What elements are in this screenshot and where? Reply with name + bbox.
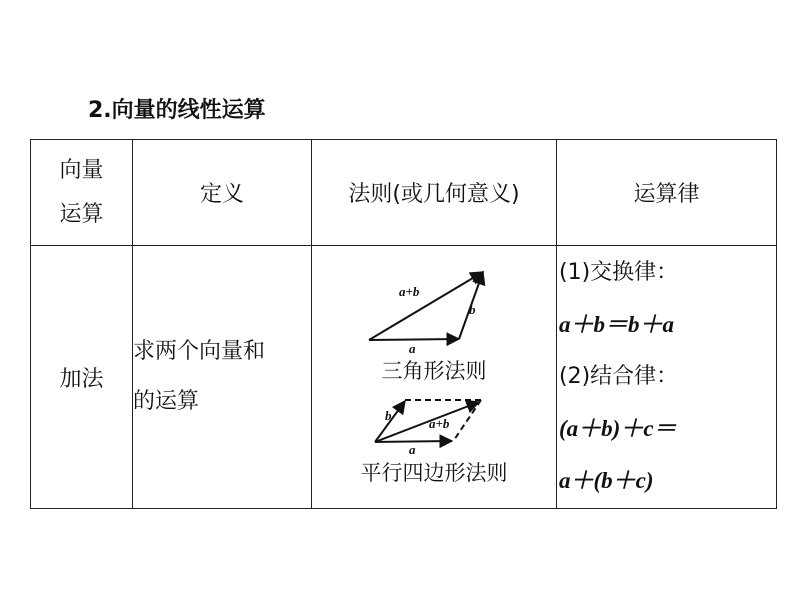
- header-row: [31, 140, 777, 246]
- associative-law-formula-line2: a＋(b＋c): [559, 468, 654, 493]
- triangle-rule-diagram: [359, 264, 509, 354]
- triangle-vector-sum: [369, 272, 483, 340]
- rule-cell: [312, 246, 557, 509]
- header-laws: 运算律: [557, 140, 777, 246]
- operation-name: 加法: [31, 246, 133, 509]
- triangle-label-a: a: [409, 341, 416, 354]
- definition-line2: 的运算: [133, 389, 200, 414]
- parallelogram-rule-diagram: [359, 394, 509, 456]
- triangle-rule-caption: 三角形法则: [381, 359, 487, 383]
- header-definition: 定义: [133, 140, 312, 246]
- header-vector-operation-line2: 运算: [59, 201, 104, 227]
- header-rule: 法则(或几何意义): [312, 140, 557, 246]
- commutative-law-title: (1)交换律：: [559, 260, 679, 285]
- parallelogram-label-sum: a+b: [429, 416, 450, 431]
- parallelogram-label-a: a: [409, 442, 416, 456]
- triangle-label-b: b: [469, 302, 476, 317]
- triangle-label-sum: a+b: [399, 284, 420, 299]
- parallelogram-rule-caption: 平行四边形法则: [360, 461, 508, 485]
- associative-law-title: (2)结合律：: [559, 364, 679, 389]
- definition-cell: [133, 246, 312, 509]
- commutative-law-formula: a＋b＝b＋a: [559, 312, 674, 337]
- parallelogram-label-b: b: [385, 408, 392, 423]
- laws-cell: [557, 246, 777, 509]
- triangle-vector-a: [369, 339, 459, 340]
- section-title: 2.向量的线性运算: [88, 98, 266, 123]
- header-vector-operation-line1: 向量: [59, 157, 104, 183]
- addition-row: [31, 246, 777, 509]
- definition-line1: 求两个向量和: [133, 339, 266, 364]
- vector-operation-table: [30, 139, 777, 509]
- associative-law-formula-line1: (a＋b)＋c＝: [559, 416, 677, 441]
- header-vector-operation: [31, 140, 133, 246]
